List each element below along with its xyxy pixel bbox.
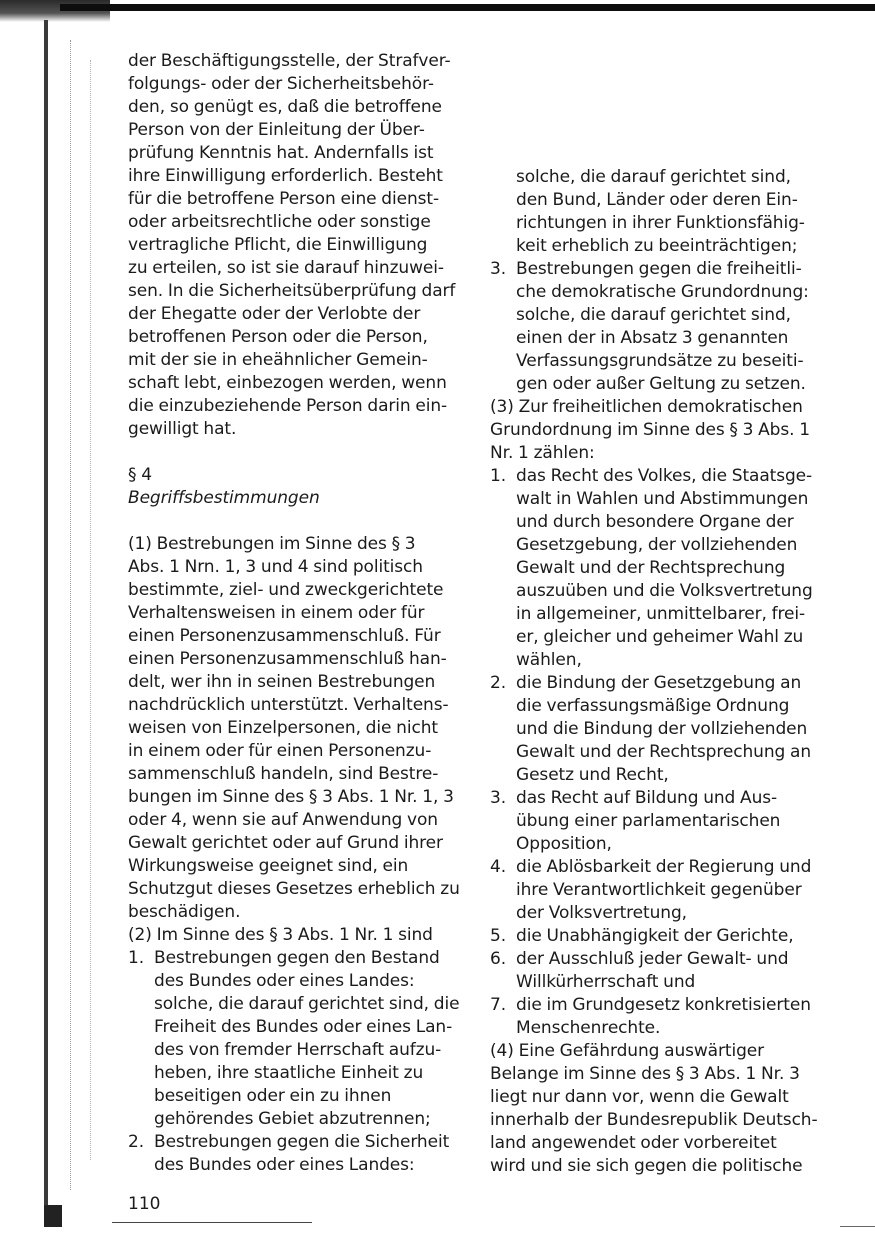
text-line: gehörendes Gebiet abzutrennen; xyxy=(154,1109,431,1129)
list-number: 2. xyxy=(490,673,507,693)
paragraph-1 xyxy=(128,533,468,924)
text-line: die Bindung der Gesetzgebung an xyxy=(516,673,802,693)
text-line: beseitigen oder ein zu ihnen xyxy=(154,1086,392,1106)
list-item xyxy=(490,672,835,787)
text-line: wird und sie sich gegen die politische xyxy=(490,1156,803,1176)
scan-edge-bottom-left xyxy=(44,1205,62,1227)
text-line: prüfung Kenntnis hat. Andernfalls ist xyxy=(128,143,434,163)
list-item xyxy=(490,465,835,672)
text-line: (4) Eine Gefährdung auswärtiger xyxy=(490,1041,765,1061)
list-item xyxy=(490,258,835,396)
text-line: (3) Zur freiheitlichen demokratischen xyxy=(490,397,803,417)
text-line: einen der in Absatz 3 genannten xyxy=(516,328,789,348)
text-line: oder arbeitsrechtliche oder sonstige xyxy=(128,212,431,232)
section-number: § 4 xyxy=(128,465,152,485)
text-line: Opposition, xyxy=(516,834,612,854)
text-line: nachdrücklich unterstützt. Verhaltens- xyxy=(128,695,449,715)
list-number: 5. xyxy=(490,926,507,946)
text-line: die einzubeziehende Person darin ein- xyxy=(128,396,448,416)
text-line: gen oder außer Geltung zu setzen. xyxy=(516,374,806,394)
text-line: betroffenen Person oder die Person, xyxy=(128,327,428,347)
text-line: heben, ihre staatliche Einheit zu xyxy=(154,1063,424,1083)
text-line: Verfassungsgrundsätze zu beseiti- xyxy=(516,351,804,371)
text-line: des Bundes oder eines Landes: xyxy=(154,971,415,991)
text-line: schaft lebt, einbezogen werden, wenn xyxy=(128,373,447,393)
text-line: bestimmte, ziel- und zweckgerichtete xyxy=(128,580,444,600)
paragraph-4 xyxy=(490,1040,835,1178)
scan-edge-left-dots xyxy=(70,40,72,1190)
text-line: Willkürherrschaft und xyxy=(516,972,696,992)
text-line: (1) Bestrebungen im Sinne des § 3 xyxy=(128,534,416,554)
text-line: walt in Wahlen und Abstimmungen xyxy=(516,489,809,509)
scan-edge-top xyxy=(60,4,875,11)
list-item xyxy=(490,925,835,948)
text-line: und die Bindung der vollziehenden xyxy=(516,719,808,739)
text-line: der Ausschluß jeder Gewalt- und xyxy=(516,949,789,969)
text-line: zu erteilen, so ist sie darauf hinzuwei- xyxy=(128,258,444,278)
text-line: der Ehegatte oder der Verlobte der xyxy=(128,304,421,324)
list-number: 7. xyxy=(490,995,507,1015)
list-item xyxy=(490,787,835,856)
text-line: Gewalt und der Rechtsprechung an xyxy=(516,742,812,762)
paragraph-3 xyxy=(490,396,835,1040)
text-line: die im Grundgesetz konkretisierten xyxy=(516,995,811,1015)
text-line: des von fremder Herrschaft aufzu- xyxy=(154,1040,442,1060)
text-line: die Ablösbarkeit der Regierung und xyxy=(516,857,812,877)
text-line: sen. In die Sicherheitsüberprüfung darf xyxy=(128,281,456,301)
text-line: solche, die darauf gerichtet sind, die xyxy=(154,994,460,1014)
text-line: liegt nur dann vor, wenn die Gewalt xyxy=(490,1087,789,1107)
text-line: ihre Verantwortlichkeit gegenüber xyxy=(516,880,802,900)
text-line: übung einer parlamentarischen xyxy=(516,811,781,831)
text-line: vertragliche Pflicht, die Einwilligung xyxy=(128,235,428,255)
text-line: des Bundes oder eines Landes: xyxy=(154,1155,415,1175)
bottom-rule xyxy=(112,1222,312,1223)
text-line: sammenschluß handeln, sind Bestre- xyxy=(128,764,439,784)
right-column xyxy=(490,166,835,1178)
text-line: Freiheit des Bundes oder eines Lan- xyxy=(154,1017,453,1037)
text-line: Person von der Einleitung der Über- xyxy=(128,120,425,140)
text-line: das Recht auf Bildung und Aus- xyxy=(516,788,778,808)
list-item xyxy=(128,1131,468,1177)
text-line: gewilligt hat. xyxy=(128,419,237,439)
text-line: die Unabhängigkeit der Gerichte, xyxy=(516,926,794,946)
list-number: 1. xyxy=(128,948,145,968)
scan-edge-left xyxy=(44,20,48,1225)
text-line: Nr. 1 zählen: xyxy=(490,443,595,463)
paragraph-2 xyxy=(128,924,468,1177)
text-line: keit erheblich zu beeinträchtigen; xyxy=(516,236,798,256)
text-line: che demokratische Grundordnung: xyxy=(516,282,809,302)
spacer xyxy=(128,441,468,464)
text-line: land angewendet oder vorbereitet xyxy=(490,1133,777,1153)
text-line: bungen im Sinne des § 3 Abs. 1 Nr. 1, 3 xyxy=(128,787,454,807)
text-line: die verfassungsmäßige Ordnung xyxy=(516,696,790,716)
page-number: 110 xyxy=(128,1194,161,1214)
text-line: folgungs- oder der Sicherheitsbehör- xyxy=(128,74,434,94)
text-line: der Volksvertretung, xyxy=(516,903,687,923)
text-line: einen Personenzusammenschluß. Für xyxy=(128,626,441,646)
text-line: oder 4, wenn sie auf Anwendung von xyxy=(128,810,438,830)
list-number: 2. xyxy=(128,1132,145,1152)
list-item xyxy=(128,947,468,1131)
text-line: Gewalt und der Rechtsprechung xyxy=(516,558,786,578)
text-line: Schutzgut dieses Gesetzes erheblich zu xyxy=(128,879,460,899)
text-line: das Recht des Volkes, die Staatsge- xyxy=(516,466,813,486)
text-line: den, so genügt es, daß die betroffene xyxy=(128,97,442,117)
section-title: Begriffsbestimmungen xyxy=(128,488,320,508)
text-line: solche, die darauf gerichtet sind, xyxy=(516,167,791,187)
text-line: Wirkungsweise geeignet sind, ein xyxy=(128,856,409,876)
list-item xyxy=(490,856,835,925)
text-line: und durch besondere Organe der xyxy=(516,512,794,532)
text-line: mit der sie in eheähnlicher Gemein- xyxy=(128,350,428,370)
list-number: 1. xyxy=(490,466,507,486)
text-line: Gesetz und Recht, xyxy=(516,765,669,785)
text-line: (2) Im Sinne des § 3 Abs. 1 Nr. 1 sind xyxy=(128,925,433,945)
text-line: weisen von Einzelpersonen, die nicht xyxy=(128,718,438,738)
text-line: den Bund, Länder oder deren Ein- xyxy=(516,190,798,210)
text-line: er, gleicher und geheimer Wahl zu xyxy=(516,627,804,647)
text-line: Belange im Sinne des § 3 Abs. 1 Nr. 3 xyxy=(490,1064,800,1084)
list-item xyxy=(490,994,835,1040)
text-line: Grundordnung im Sinne des § 3 Abs. 1 xyxy=(490,420,810,440)
text-line: Bestrebungen gegen den Bestand xyxy=(154,948,440,968)
text-line: auszuüben und die Volksvertretung xyxy=(516,581,813,601)
list-number: 4. xyxy=(490,857,507,877)
text-line: Abs. 1 Nrn. 1, 3 und 4 sind politisch xyxy=(128,557,423,577)
text-line: einen Personenzusammenschluß han- xyxy=(128,649,447,669)
text-line: beschädigen. xyxy=(128,902,241,922)
text-line: richtungen in ihrer Funktionsfähig- xyxy=(516,213,805,233)
list-number: 6. xyxy=(490,949,507,969)
text-line: Verhaltensweisen in einem oder für xyxy=(128,603,425,623)
bottom-rule-right xyxy=(840,1226,875,1227)
left-column xyxy=(128,50,468,1177)
text-line: Bestrebungen gegen die freiheitli- xyxy=(516,259,802,279)
scan-edge-left-dots-inner xyxy=(90,60,92,1160)
text-line: Bestrebungen gegen die Sicherheit xyxy=(154,1132,450,1152)
text-line: solche, die darauf gerichtet sind, xyxy=(516,305,791,325)
list-number: 3. xyxy=(490,788,507,808)
text-line: für die betroffene Person eine dienst- xyxy=(128,189,439,209)
text-line: Gesetzgebung, der vollziehenden xyxy=(516,535,798,555)
text-line: Menschenrechte. xyxy=(516,1018,661,1038)
list-item-continuation xyxy=(490,166,835,258)
list-item xyxy=(490,948,835,994)
text-line: ihre Einwilligung erforderlich. Besteht xyxy=(128,166,443,186)
text-line: Gewalt gerichtet oder auf Grund ihrer xyxy=(128,833,443,853)
spacer xyxy=(128,510,468,533)
text-line: delt, wer ihn in seinen Bestrebungen xyxy=(128,672,436,692)
text-line: in allgemeiner, unmittelbarer, frei- xyxy=(516,604,806,624)
text-line: der Beschäftigungsstelle, der Strafver- xyxy=(128,51,451,71)
list-number: 3. xyxy=(490,259,507,279)
text-line: wählen, xyxy=(516,650,582,670)
text-line: in einem oder für einen Personenzu- xyxy=(128,741,432,761)
intro-paragraph xyxy=(128,50,468,441)
text-line: innerhalb der Bundesrepublik Deutsch- xyxy=(490,1110,818,1130)
